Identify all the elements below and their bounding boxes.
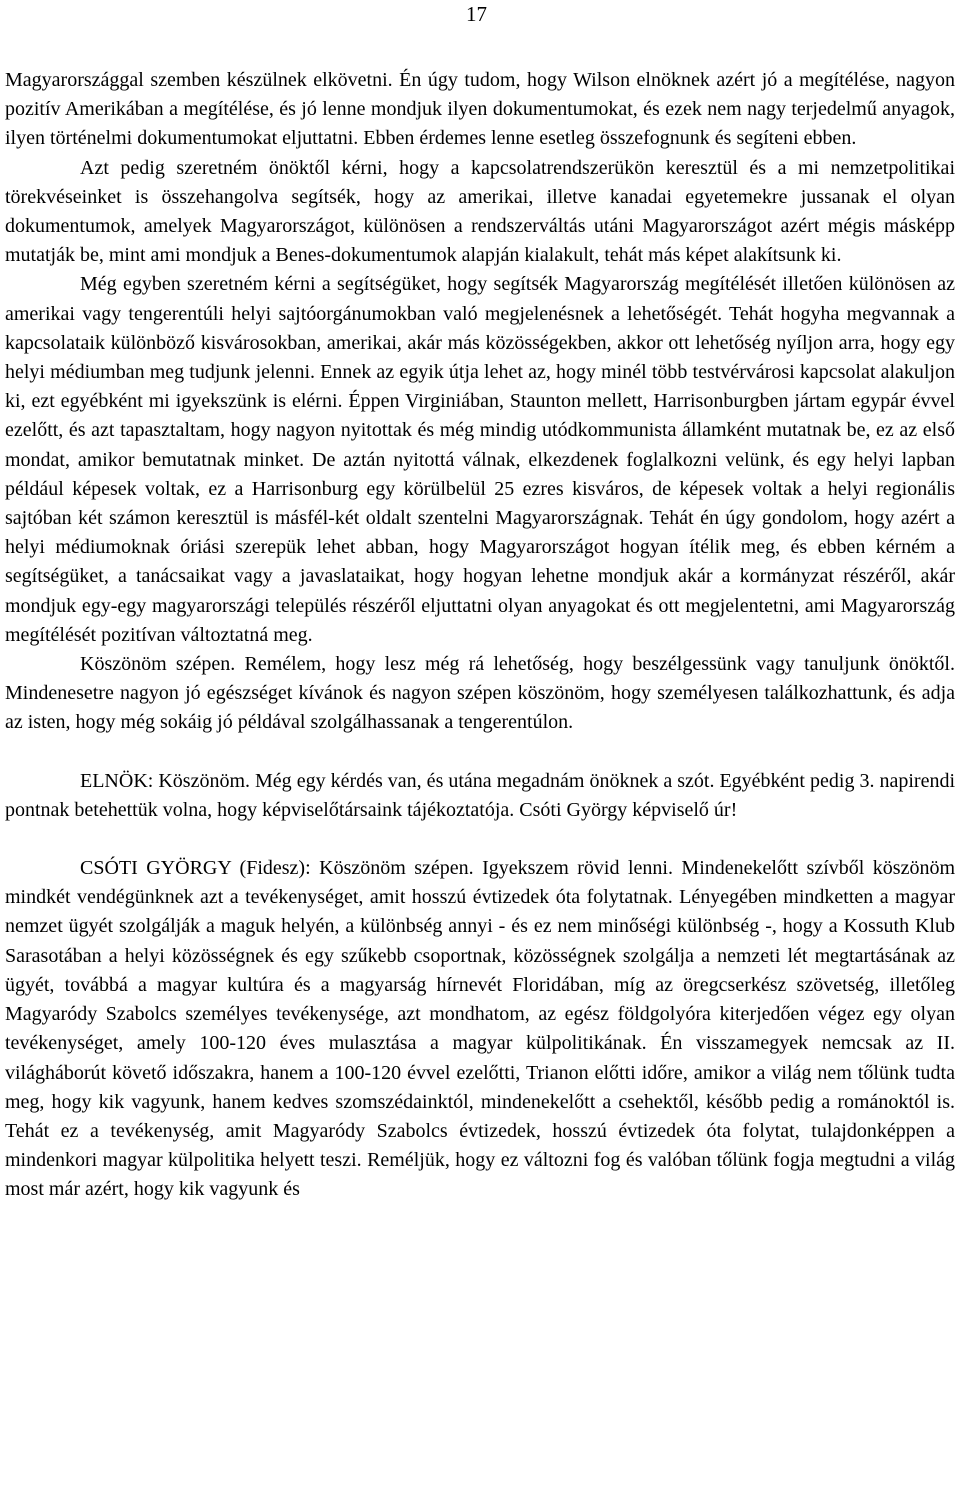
paragraph: Még egyben szeretném kérni a segítségüket, hogy segítsék Magyarország megítélését illetően különösen az amerikai vagy tengerentúli helyi sajtóorgánumokban való megjelenésnek a lehetőségét. Tehát hogyha megvannak a kapcsolataik különböző kisvárosokban, amerikai, akár más közösségekben, akkor ott lehetőség nyíljon arra, hogy egy helyi médiumban meg tudjunk jelenni. Ennek az egyik útja lehet az, hogy minél több testvérvárosi kapcsolat alakuljon ki, ezt egyébként mi igyekszünk is elérni. Éppen Virginiában, Staunton mellett, Harrisonburgben jártam egypár évvel ezelőtt, és azt tapasztaltam, hogy nagyon nyitottak és még mindig utódkommunista államként mutatnak be, ez az első mondat, amikor bemutatnak minket. De aztán nyitottá válnak, elkezdenek foglalkozni velünk, és egy helyi lapban például képesek voltak, ez a Harrisonburg egy körülbelül 25 ezres kisváros, de képesek voltak a helyi regionális sajtóban két számon keresztül is másfél-két oldalt szentelni Magyarországnak. Tehát én úgy gondolom, hogy azért a helyi médiumoknak óriási szerepük lehet abban, hogy Magyarországot hogyan ítélik meg, és ebben kérném a segítségüket, a tanácsaikat vagy a javaslataikat, hogy hogyan lehetne mondjuk akár a kormányzat részéről, akár mondjuk egy-egy magyarországi település részéről eljuttatni olyan anyagokat és ott megjelentetni, ami Magyarország megítélését pozitívan változtatná meg. <box>5 273 955 646</box>
paragraph: Köszönöm szépen. Remélem, hogy lesz még rá lehetőség, hogy beszélgessünk vagy tanuljunk önöktől. Mindenesetre nagyon jó egészséget kívánok és nagyon szépen köszönöm, hogy személyesen találkozhattunk, és adja az isten, hogy még sokáig jó példával szolgálhassanak a tengerentúlon. <box>5 653 955 734</box>
paragraph: Azt pedig szeretném önöktől kérni, hogy a kapcsolatrendszerükön keresztül és a mi nemzetpolitikai törekvéseinket is összehangolva segítsék, hogy az amerikai, illetve kanadai egyetemekre jussanak el olyan dokumentumok, amelyek Magyarországot, különösen a rendszerváltás utáni Magyarországot azért mégis másképp mutatják be, mint ami mondjuk a Benes-dokumentumok alapján kialakult, tehát más képet alakítsunk ki. <box>5 156 955 267</box>
speaker-paragraph: ELNÖK: Köszönöm. Még egy kérdés van, és utána megadnám önöknek a szót. Egyébként pedig 3. napirendi pontnak betehettük volna, hogy képviselőtársaink tájékoztatója. Csóti György képviselő úr! <box>5 769 955 821</box>
speaker-paragraph: CSÓTI GYÖRGY (Fidesz): Köszönöm szépen. Igyekszem rövid lenni. Mindenekelőtt szívből köszönöm mindkét vendégünknek azt a tevékenységet, amit hosszú évtizedek óta folytatnak. Lényegében mindketten a magyar nemzet ügyét szolgálják a maguk helyén, a különbség annyi - és ez nem minőségi különbség -, hogy a Kossuth Klub Sarasotában a helyi közösségnek és egy szűkebb csoportnak, közösségnek szolgálja a nemzeti lét megtartásának az ügyét, továbbá a magyar kultúra és a magyarság hírnevét Floridában, míg az öregcserkész szövetség, illetőleg Magyaródy Szabolcs személyes tevékenysége, azt mondhatom, az egész földgolyóra kiterjedően végez egy olyan tevékenységet, amely 100-120 éves mulasztása a magyar külpolitikának. Én visszamegyek nemcsak az II. világháborút követő időszakra, hanem a 100-120 évvel ezelőtti, Trianon előtti időre, amikor a világ nem tőlünk tudta meg, hogy kik vagyunk, hanem kedves szomszédainktól, mindenekelőtt a csehektől, később pedig a románoktól is. Tehát ez a tevékenység, amit Magyaródy Szabolcs évtizedek, hosszú évtizedek óta folytat, tulajdonképpen a mindenkori magyar külpolitika helyett teszi. Reméljük, hogy ez változni fog és valóban tőlünk fogja megtudni a világ most már azért, hogy kik vagyunk és <box>5 857 955 1201</box>
document-body <box>5 66 955 1205</box>
page-number: 17 <box>466 2 487 26</box>
paragraph: Magyarországgal szemben készülnek elkövetni. Én úgy tudom, hogy Wilson elnöknek azért jó a megítélése, nagyon pozitív Amerikában a megítélése, és jó lenne mondjuk ilyen dokumentumokat, és ezek nem nagy terjedelmű anyagok, ilyen történelmi dokumentumokat eljuttatni. Ebben érdemes lenne esetleg összefognunk és segíteni ebben. <box>5 69 955 150</box>
